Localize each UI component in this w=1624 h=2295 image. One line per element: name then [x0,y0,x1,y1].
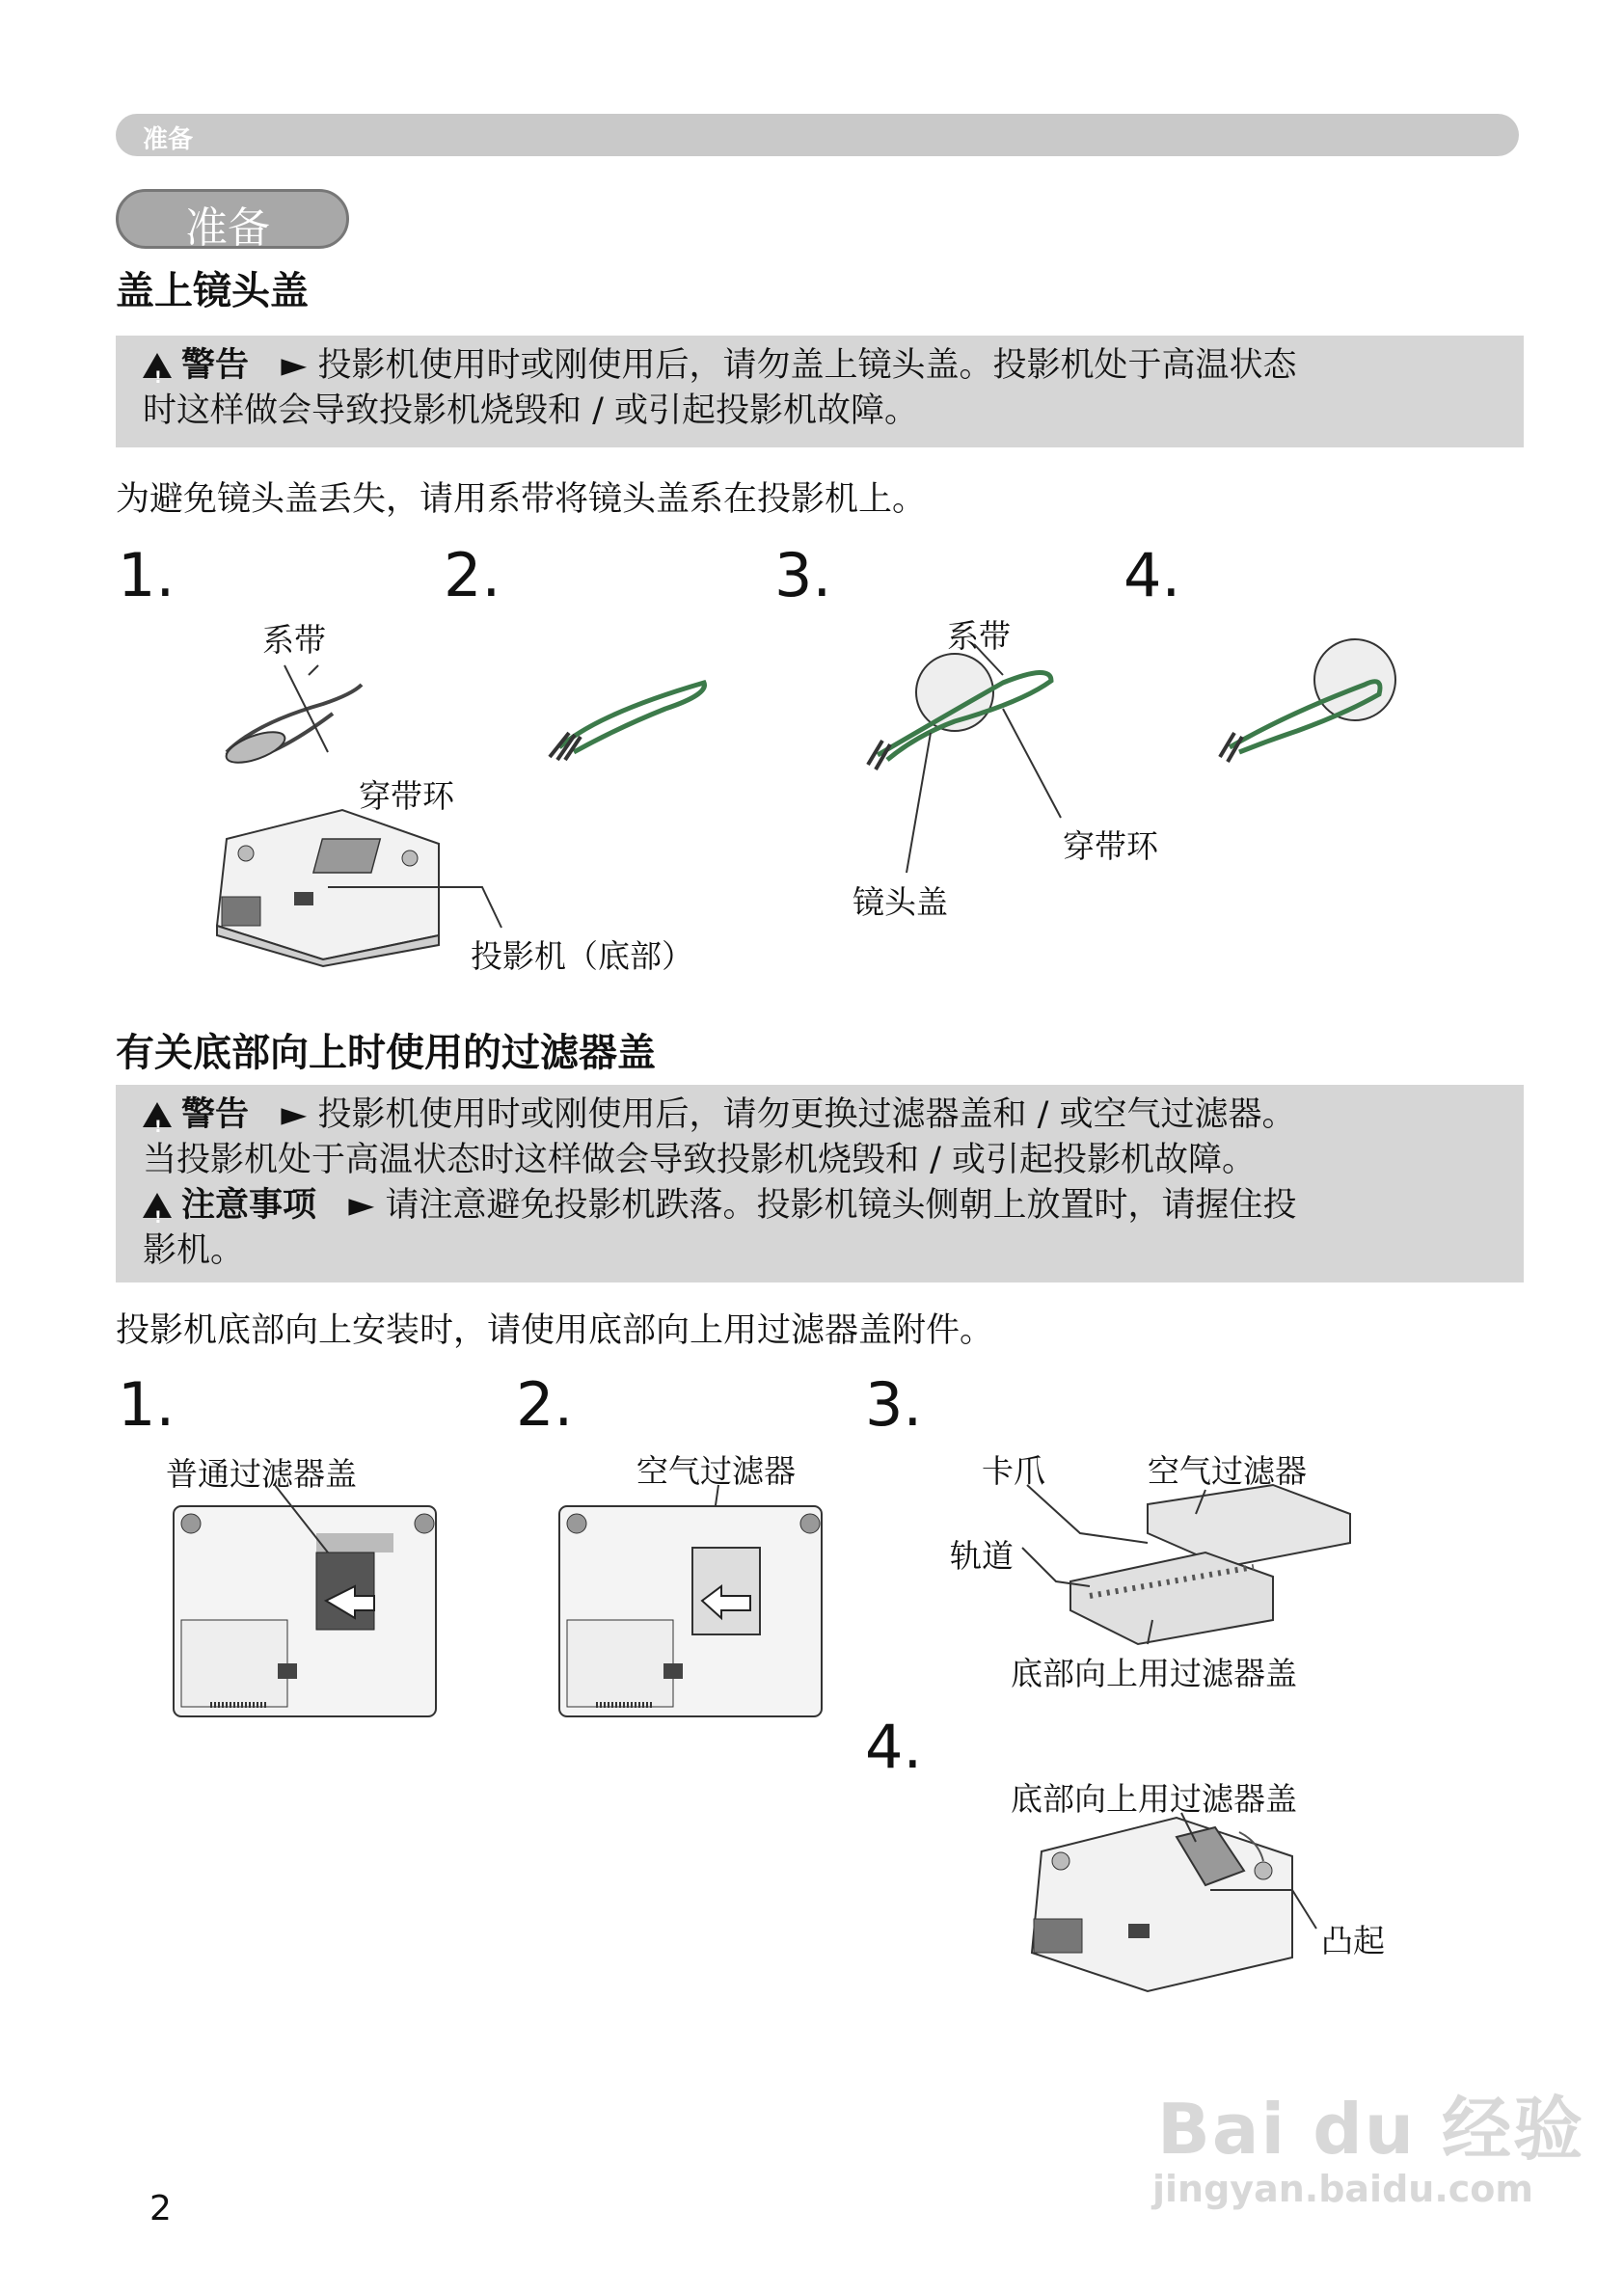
section2-intro: 投影机底部向上安装时，请使用底部向上用过滤器盖附件。 [116,1311,994,1350]
s1-step-1: 1. [118,540,176,610]
label-bottom-up-cover-4: 底部向上用过滤器盖 [1011,1780,1297,1818]
s2-step-4: 4. [865,1712,923,1782]
section2-caution-line2: 影机。 [143,1231,245,1270]
page-number: 2 [149,2189,172,2228]
s1-step-2: 2. [444,540,501,610]
section1-heading: 盖上镜头盖 [116,269,309,313]
label-air-filter-2: 空气过滤器 [636,1452,796,1490]
warning-label: 警告 [181,346,250,385]
label-claw: 卡爪 [982,1452,1045,1490]
label-air-filter-3: 空气过滤器 [1148,1452,1307,1490]
s1-step-4: 4. [1123,540,1181,610]
label-strap-3: 系带 [947,617,1011,655]
s2-step-3: 3. [865,1369,923,1440]
label-protrusion: 凸起 [1321,1922,1385,1959]
s2-step-1: 1. [118,1369,176,1440]
label-normal-filter-cover: 普通过滤器盖 [166,1455,357,1493]
label-strap-1: 系带 [262,621,326,659]
watermark-url: jingyan.baidu.com [1152,2168,1533,2210]
label-rail: 轨道 [950,1537,1014,1575]
section1-intro: 为避免镜头盖丢失，请用系带将镜头盖系在投影机上。 [116,480,927,519]
section2-warning-line2: 当投影机处于高温状态时这样做会导致投影机烧毁和 / 或引起投影机故障。 [143,1141,1257,1179]
header-section-label: 准备 [143,125,194,154]
section-tab-title: 准备 [185,203,270,253]
label-loop-3: 穿带环 [1063,827,1158,865]
label-loop-1: 穿带环 [359,777,454,815]
section1-warning-line2: 时这样做会导致投影机烧毁和 / 或引起投影机故障。 [143,392,919,430]
caution-label: 注意事项 [181,1186,317,1225]
label-bottom-up-cover-3: 底部向上用过滤器盖 [1011,1655,1297,1692]
label-lens-cap: 镜头盖 [853,883,948,921]
warning-text: ► 投影机使用时或刚使用后，请勿盖上镜头盖。投影机处于高温状态 [281,346,1297,385]
caution-text: ► 请注意避免投影机跌落。投影机镜头侧朝上放置时，请握住投 [348,1186,1297,1225]
section2-heading: 有关底部向上时使用的过滤器盖 [116,1031,656,1075]
warning-label: 警告 [181,1095,250,1134]
watermark-logo: Bai du 经验 [1157,2089,1585,2170]
warning-text: ► 投影机使用时或刚使用后，请勿更换过滤器盖和 / 或空气过滤器。 [281,1095,1296,1134]
s2-step-2: 2. [516,1369,574,1440]
s1-step-3: 3. [774,540,832,610]
label-projector-bottom: 投影机（底部） [471,937,693,975]
